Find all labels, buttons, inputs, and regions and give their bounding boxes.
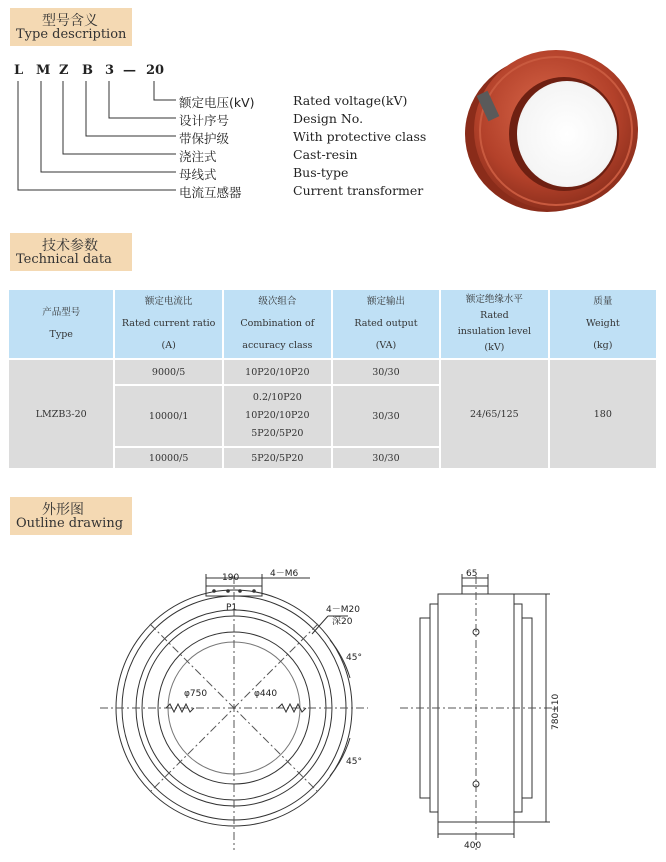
technical-data-table — [7, 288, 658, 470]
code-meaning-en: Rated voltage(kV) — [293, 93, 408, 108]
header-unit: (VA) — [375, 340, 397, 351]
header-label-zh: 额定输出 — [366, 296, 405, 307]
header-output — [333, 290, 439, 358]
cell-accuracy — [224, 386, 331, 446]
code-meaning-zh: 额定电压(kV) — [179, 95, 255, 110]
outline-drawing-heading — [10, 497, 132, 535]
header-unit: accuracy class — [242, 340, 313, 351]
type-description-title-zh: 型号含义 — [42, 13, 98, 29]
type-code-leader-lines — [0, 75, 180, 205]
side-view-drawing — [400, 568, 570, 858]
header-label-en: Rated — [480, 310, 509, 321]
header-label-en: Weight — [586, 318, 620, 329]
code-meaning-zh: 母线式 — [179, 167, 217, 182]
dim-inner-diameter: φ440 — [254, 689, 278, 699]
header-label-en: Rated output — [354, 318, 418, 329]
dim-side-depth: 深20 — [332, 617, 353, 627]
header-ratio — [115, 290, 221, 358]
type-description-heading — [10, 8, 132, 46]
code-meaning-zh: 设计序号 — [179, 113, 230, 128]
accuracy-line: 10P20/10P20 — [245, 410, 310, 421]
header-unit: (A) — [161, 340, 176, 351]
dim-side-width: 400 — [464, 841, 482, 851]
header-label-en: Combination of — [240, 318, 315, 329]
header-label-en: Type — [49, 329, 73, 340]
code-meaning-en: Design No. — [293, 111, 364, 126]
header-weight — [550, 290, 656, 358]
technical-data-title-zh: 技术参数 — [42, 238, 98, 254]
outline-drawing-title-en: Outline drawing — [16, 516, 124, 531]
header-type — [9, 290, 113, 358]
cell-output: 30/30 — [333, 448, 439, 468]
cell-ratio: 10000/5 — [115, 448, 221, 468]
code-letter: L — [14, 63, 24, 78]
front-view-drawing — [100, 568, 400, 858]
header-label-zh: 质量 — [593, 296, 613, 307]
header-insulation — [441, 290, 548, 358]
cell-ratio: 10000/1 — [115, 386, 221, 446]
code-letter: Z — [59, 63, 69, 78]
dim-side-top: 65 — [466, 569, 478, 579]
header-label-en: insulation level — [457, 326, 531, 337]
code-meaning-zh: 电流互感器 — [179, 185, 242, 200]
cell-type: LMZB3-20 — [9, 360, 113, 468]
cell-output: 30/30 — [333, 386, 439, 446]
dim-side-holes: 4－M20 — [326, 605, 360, 615]
code-dash: — — [123, 63, 136, 78]
code-meaning-en: Cast-resin — [293, 147, 358, 162]
label-p1: P1 — [226, 603, 238, 613]
header-unit: (kg) — [593, 340, 613, 351]
technical-data-title-en: Technical data — [16, 252, 112, 267]
header-accuracy — [224, 290, 331, 358]
outline-drawing-title-zh: 外形图 — [42, 502, 84, 518]
header-unit: (kV) — [484, 342, 505, 353]
accuracy-line: 5P20/5P20 — [251, 428, 304, 439]
code-letter: B — [82, 63, 93, 78]
dim-top-width: 190 — [222, 573, 240, 583]
code-letter: M — [36, 63, 51, 78]
code-letter: 20 — [146, 63, 165, 78]
cell-accuracy: 10P20/10P20 — [224, 360, 331, 384]
accuracy-line: 0.2/10P20 — [252, 392, 302, 403]
dim-angle-upper: 45° — [346, 653, 362, 663]
header-label-zh: 额定电流比 — [144, 296, 193, 307]
code-meaning-zh: 浇注式 — [179, 149, 217, 164]
header-label-en: Rated current ratio — [121, 318, 216, 329]
code-meaning-en: Current transformer — [293, 183, 424, 198]
technical-data-heading — [10, 233, 132, 271]
dim-outer-diameter: φ750 — [184, 689, 208, 699]
header-label-zh: 产品型号 — [42, 307, 81, 318]
cell-accuracy: 5P20/5P20 — [224, 448, 331, 468]
table-row — [9, 360, 656, 384]
table-header-row — [9, 290, 656, 358]
code-meaning-en: With protective class — [293, 129, 427, 144]
header-label-zh: 级次组合 — [258, 296, 297, 307]
dim-angle-lower: 45° — [346, 757, 362, 767]
dim-side-height: 780±10 — [551, 693, 561, 730]
cell-insulation: 24/65/125 — [441, 360, 548, 468]
type-description-title-en: Type description — [16, 27, 127, 42]
cell-output: 30/30 — [333, 360, 439, 384]
cell-weight: 180 — [550, 360, 656, 468]
code-meaning-en: Bus-type — [293, 165, 349, 180]
product-photo — [452, 30, 662, 220]
header-label-zh: 额定绝缘水平 — [465, 294, 523, 305]
dim-top-holes: 4－M6 — [270, 569, 299, 579]
code-letter: 3 — [105, 63, 115, 78]
code-meaning-zh: 带保护级 — [179, 131, 230, 146]
cell-ratio: 9000/5 — [115, 360, 221, 384]
